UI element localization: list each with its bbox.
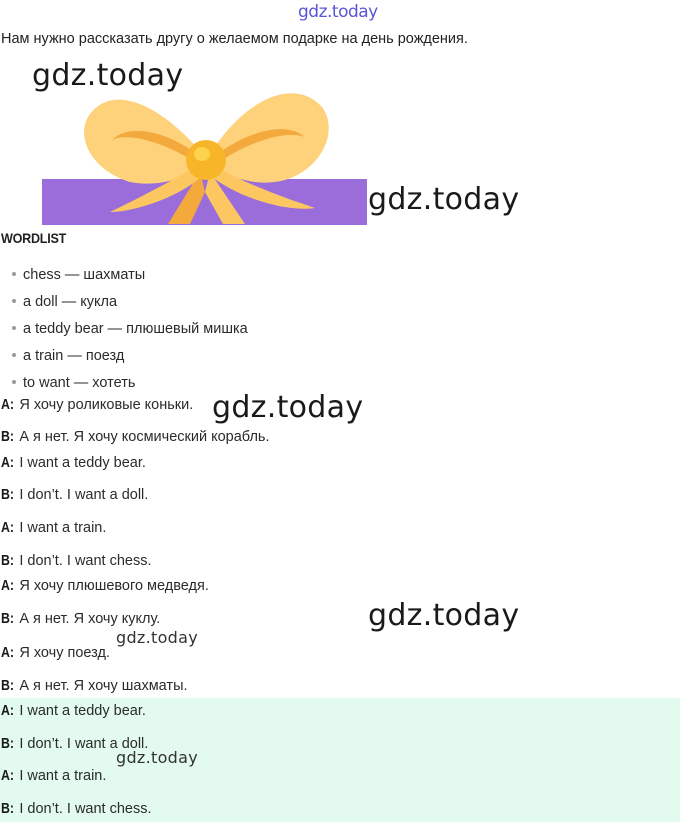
dialogue-line: B: А я нет. Я хочу куклу.	[1, 611, 161, 627]
dialogue-line: B: I don’t. I want chess.	[1, 801, 152, 817]
intro-text: Нам нужно рассказать другу о желаемом подарке на день рождения.	[1, 31, 468, 47]
bullet-icon	[12, 272, 16, 276]
dialogue-line: B: А я нет. Я хочу космический корабль.	[1, 429, 270, 445]
list-item: a doll — кукла	[12, 289, 248, 316]
watermark: gdz.today	[212, 390, 364, 425]
bullet-icon	[12, 353, 16, 357]
dialogue-line: B: I don’t. I want a doll.	[1, 736, 149, 752]
dialogue-line: A: I want a train.	[1, 768, 107, 784]
watermark-top: gdz.today	[298, 2, 378, 22]
dialogue-line: A: I want a teddy bear.	[1, 455, 146, 471]
dialogue-line: B: I don’t. I want a doll.	[1, 487, 149, 503]
watermark: gdz.today	[32, 58, 184, 93]
list-item: a train — поезд	[12, 343, 248, 370]
list-item: chess — шахматы	[12, 262, 248, 289]
watermark: gdz.today	[368, 598, 520, 633]
bullet-icon	[12, 326, 16, 330]
dialogue-line: B: I don’t. I want chess.	[1, 553, 152, 569]
wordlist-heading: WORDLIST	[1, 230, 67, 246]
wordlist	[12, 262, 248, 397]
bullet-icon	[12, 299, 16, 303]
list-item: to want — хотеть	[12, 370, 248, 397]
list-item: a teddy bear — плюшевый мишка	[12, 316, 248, 343]
dialogue-line: A: Я хочу роликовые коньки.	[1, 397, 194, 413]
bullet-icon	[12, 380, 16, 384]
dialogue-line: A: Я хочу плюшевого медведя.	[1, 578, 209, 594]
dialogue-line: A: Я хочу поезд.	[1, 645, 110, 661]
watermark: gdz.today	[116, 628, 198, 647]
dialogue-line: A: I want a teddy bear.	[1, 703, 146, 719]
dialogue-line: A: I want a train.	[1, 520, 107, 536]
watermark: gdz.today	[116, 748, 198, 767]
watermark: gdz.today	[368, 182, 520, 217]
dialogue-line: B: А я нет. Я хочу шахматы.	[1, 678, 188, 694]
